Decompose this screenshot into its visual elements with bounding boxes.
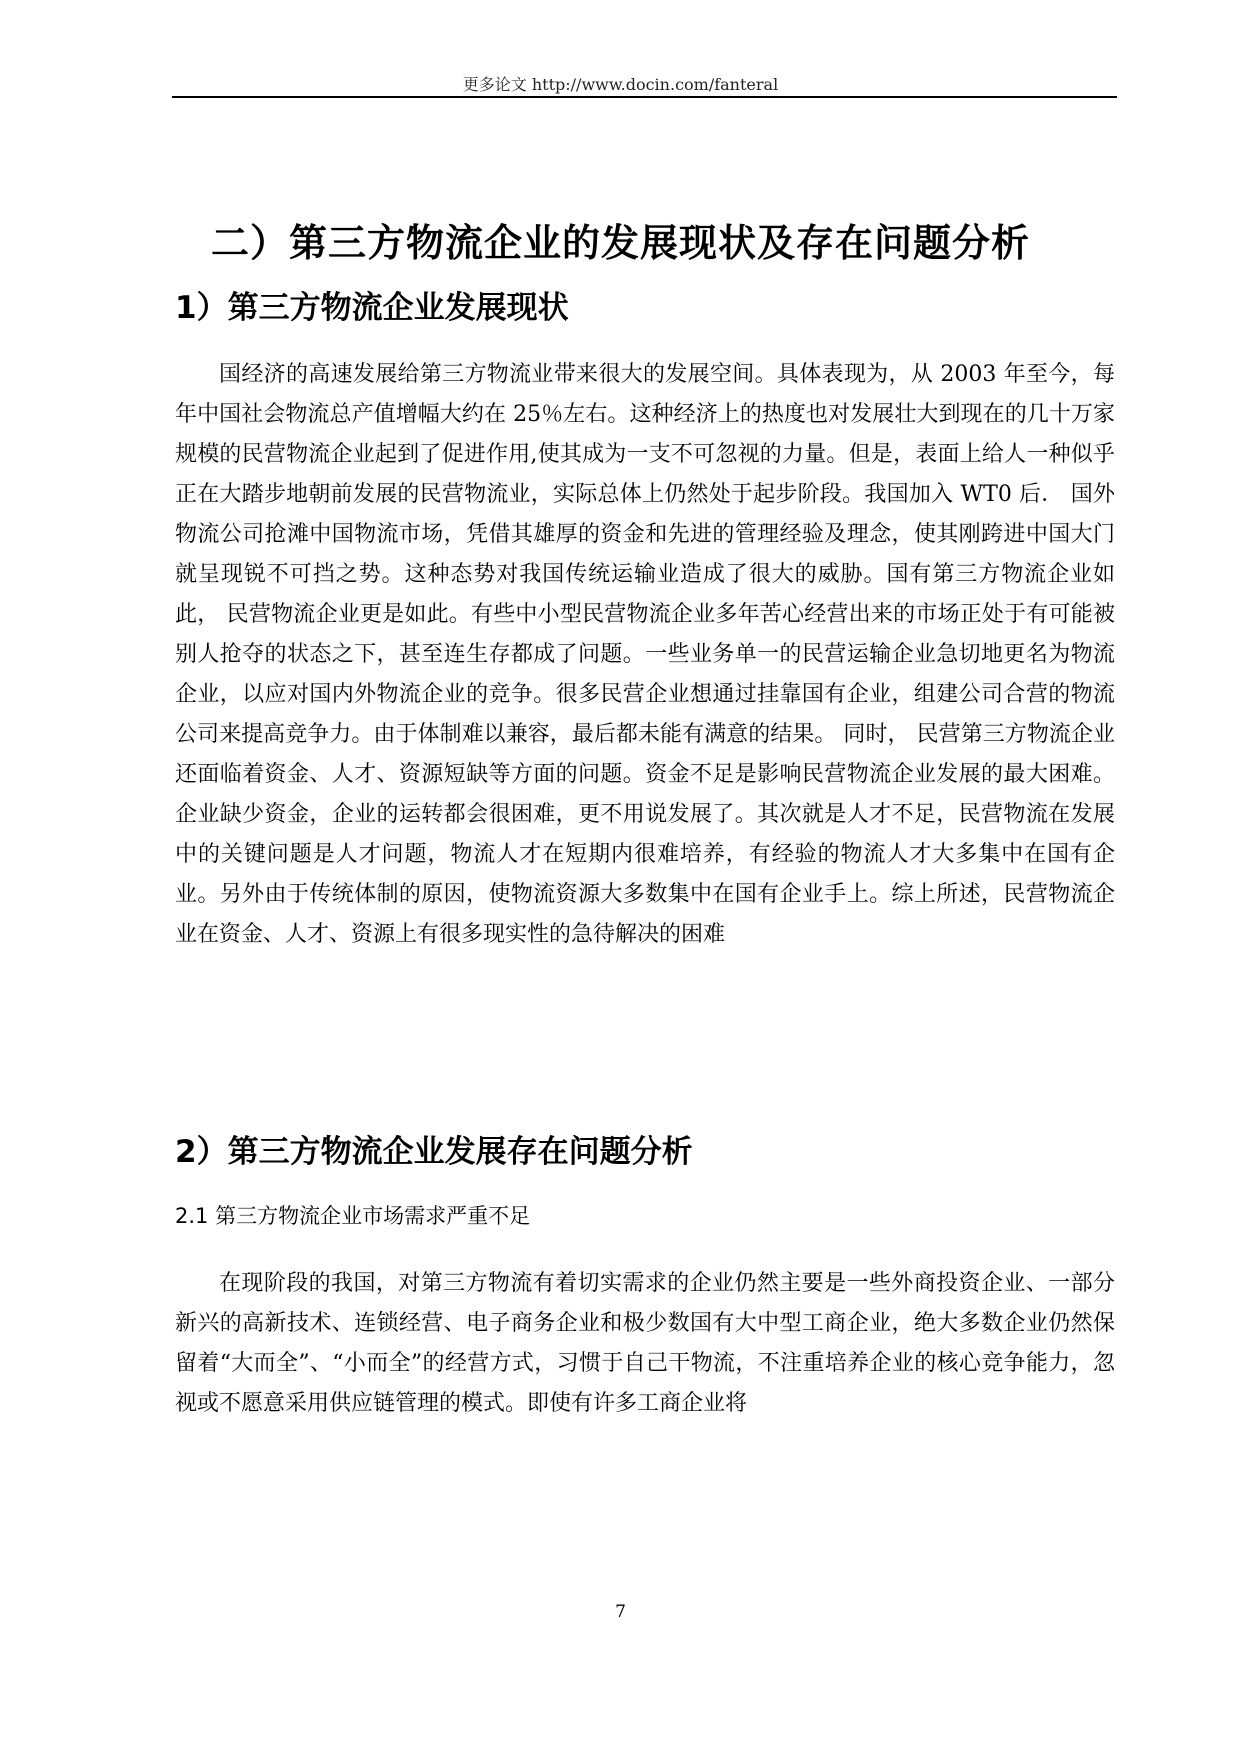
- section2-subheading: 2.1 第三方物流企业市场需求严重不足: [175, 1204, 531, 1228]
- page-header: 更多论文 http://www.docin.com/fanteral: [462, 75, 779, 94]
- section2-heading: 2）第三方物流企业发展存在问题分析: [175, 1134, 693, 1170]
- section1-heading: 1）第三方物流企业发展现状: [175, 290, 569, 326]
- section2-paragraph: 在现阶段的我国，对第三方物流有着切实需求的企业仍然主要是一些外商投资企业、一部分新兴的高新技术、连锁经营、电子商务企业和极少数国有大中型工商企业，绝大多数企业仍然保留着“大而全”、“小而全”的经营方式，习惯于自己干物流，不注重培养企业的核心竞争能力，忽视或不愿意采用供应链管理的模式。即使有许多工商企业将: [175, 1271, 1115, 1416]
- chapter-title: 二）第三方物流企业的发展现状及存在问题分析: [210, 221, 1030, 265]
- section1-paragraph: 国经济的高速发展给第三方物流业带来很大的发展空间。具体表现为，从 2003 年至今，每年中国社会物流总产值增幅大约在 25％左右。这种经济上的热度也对发展壮大到现在的几十万家规模的民营物流企业起到了促进作用,使其成为一支不可忽视的力量。但是，表面上给人一种似乎正在大踏步地朝前发展的民营物流业，实际总体上仍然处于起步阶段。我国加入 WT0 后． 国外物流公司抢滩中国物流市场，凭借其雄厚的资金和先进的管理经验及理念，使其刚跨进中国大门就呈现锐不可挡之势。这种态势对我国传统运输业造成了很大的威胁。国有第三方物流企业如此， 民营物流企业更是如此。有些中小型民营物流企业多年苦心经营出来的市场正处于有可能被别人抢夺的状态之下，甚至连生存都成了问题。一些业务单一的民营运输企业急切地更名为物流企业，以应对国内外物流企业的竞争。很多民营企业想通过挂靠国有企业，组建公司合营的物流公司来提高竞争力。由于体制难以兼容，最后都未能有满意的结果。 同时， 民营第三方物流企业还面临着资金、人才、资源短缺等方面的问题。资金不足是影响民营物流企业发展的最大困难。企业缺少资金，企业的运转都会很困难，更不用说发展了。其次就是人才不足，民营物流在发展中的关键问题是人才问题，物流人才在短期内很难培养，有经验的物流人才大多集中在国有企业。另外由于传统体制的原因，使物流资源大多数集中在国有企业手上。综上所述，民营物流企业在资金、人才、资源上有很多现实性的急待解决的困难: [175, 362, 1116, 947]
- page-number: 7: [615, 1602, 626, 1622]
- header-divider: [172, 96, 1117, 98]
